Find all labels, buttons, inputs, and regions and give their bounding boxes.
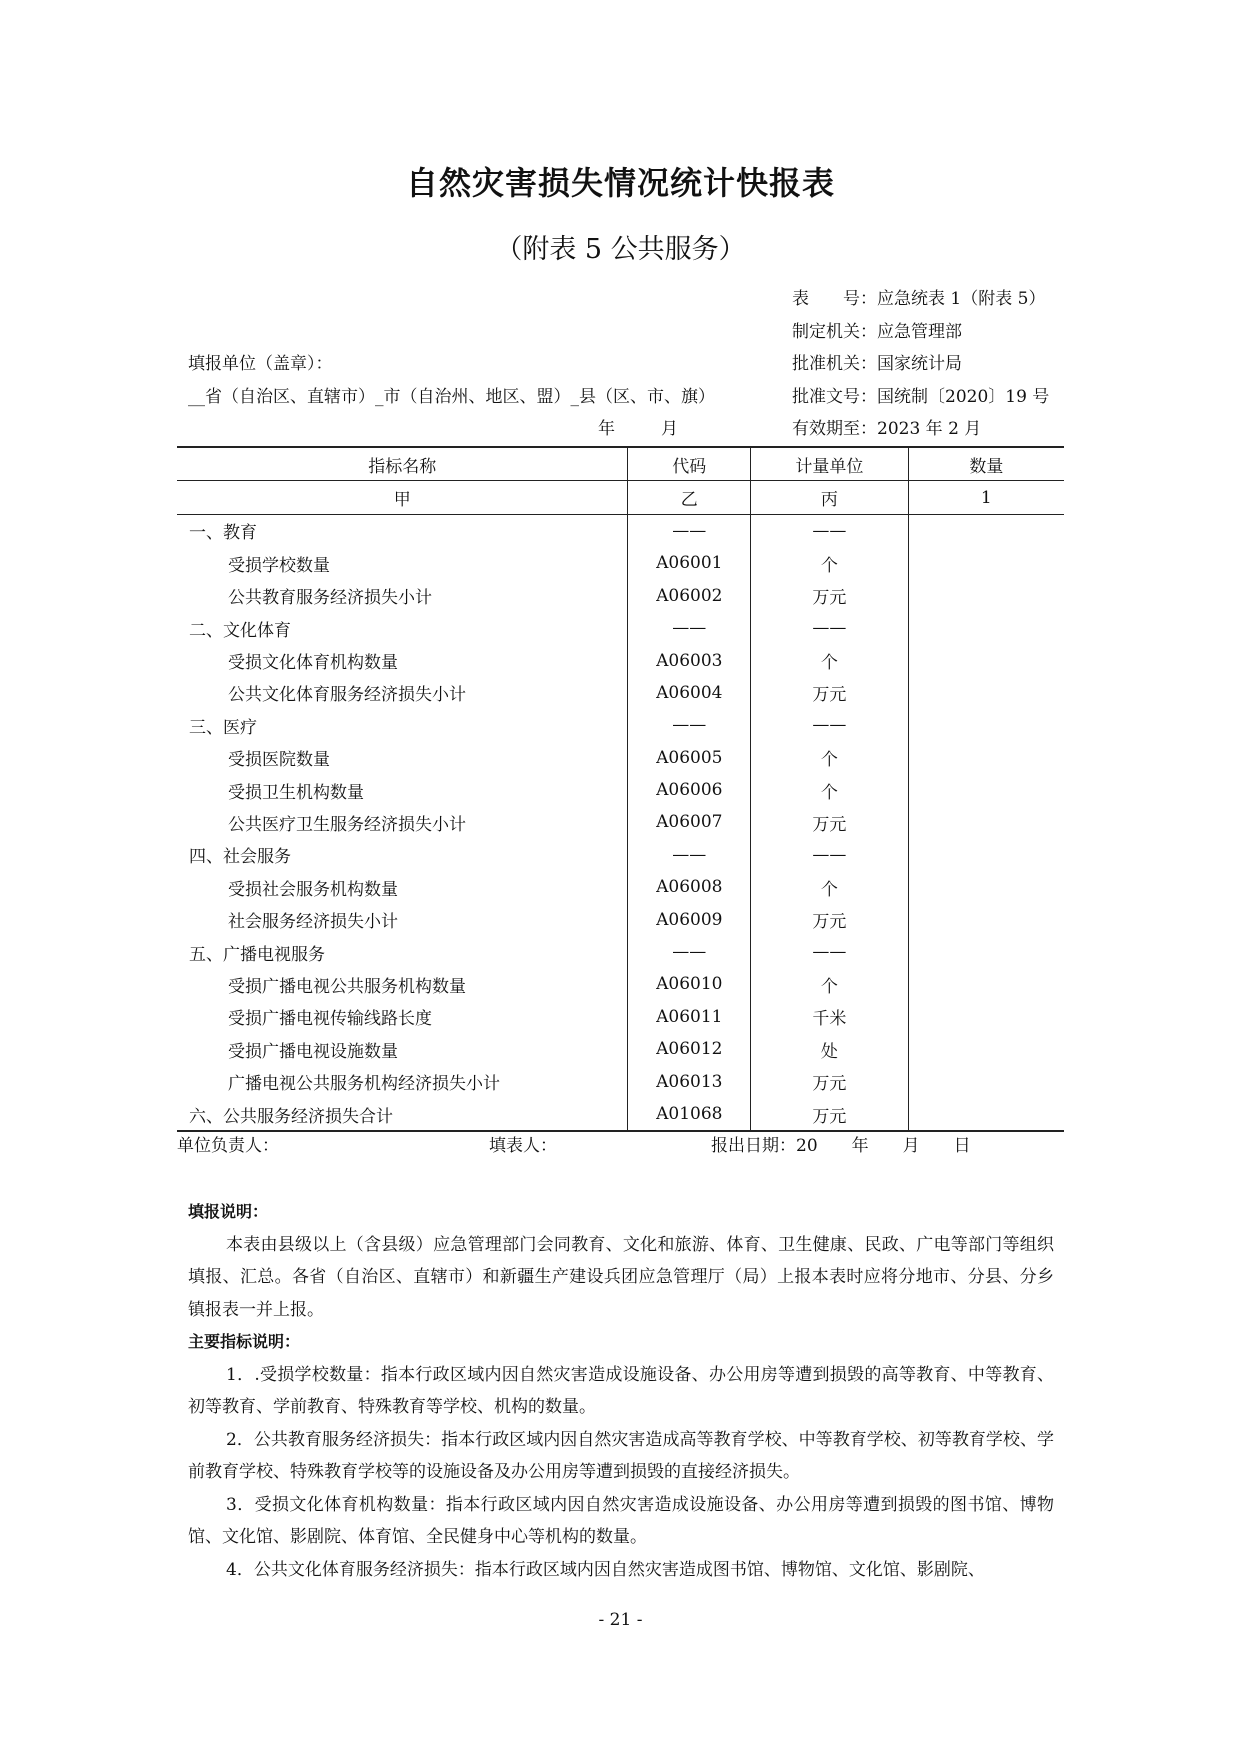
indicator-note: 1．.受损学校数量：指本行政区域内因自然灾害造成设施设备、办公用房等遭到损毁的高等教育、中等教育、初等教育、学前教育、特殊教育等学校、机构的数量。 [188,1364,1054,1417]
row-code: —— [628,709,751,741]
row-quantity[interactable] [908,871,1064,903]
main-indicators-heading: 主要指标说明： [188,1332,301,1351]
row-code: A06011 [628,1001,751,1033]
report-year-month [598,413,678,446]
row-unit: 个 [751,644,909,676]
row-code: A06013 [628,1065,751,1097]
row-code: —— [628,514,751,547]
row-quantity[interactable] [908,806,1064,838]
row-code: A06001 [628,547,751,579]
row-name: 受损文化体育机构数量 [228,653,398,674]
table-row [177,644,1064,676]
row-quantity[interactable] [908,1065,1064,1097]
row-name: 受损医院数量 [228,750,330,771]
header-quantity: 数量 [908,447,1064,481]
row-quantity[interactable] [908,903,1064,935]
row-name: 公共教育服务经济损失小计 [228,588,432,609]
row-code: A06002 [628,580,751,612]
table-row [177,806,1064,838]
row-unit: 千米 [751,1001,909,1033]
row-code: A06005 [628,742,751,774]
table-row [177,1001,1064,1033]
row-quantity[interactable] [908,839,1064,871]
report-date-label: 报出日期：20 年 月 日 [711,1136,971,1156]
row-quantity[interactable] [908,547,1064,579]
table-row [177,903,1064,935]
row-name: 受损学校数量 [228,555,330,576]
row-unit: 万元 [751,677,909,709]
row-code: A06007 [628,806,751,838]
form-meta-info [792,283,1049,446]
row-quantity[interactable] [908,612,1064,644]
row-name: 四、社会服务 [189,847,291,868]
row-quantity[interactable] [908,644,1064,676]
row-quantity[interactable] [908,709,1064,741]
table-row [177,677,1064,709]
row-name: 二、文化体育 [189,620,291,641]
row-unit: —— [751,839,909,871]
row-unit: 处 [751,1033,909,1065]
row-unit: 万元 [751,1098,909,1131]
row-unit: —— [751,709,909,741]
row-unit: 个 [751,547,909,579]
header-code: 代码 [628,447,751,481]
table-row [177,612,1064,644]
table-row [177,839,1064,871]
row-unit: 万元 [751,580,909,612]
indicator-note: 2．公共教育服务经济损失：指本行政区域内因自然灾害造成高等教育学校、中等教育学校、初等教育学校、学前教育学校、特殊教育学校等的设施设备及办公用房等遭到损毁的直接经济损失。 [188,1429,1054,1482]
table-row [177,968,1064,1000]
row-name: 受损广播电视公共服务机构数量 [228,976,466,997]
row-name: 受损广播电视设施数量 [228,1041,398,1062]
filling-instructions [188,1196,1054,1586]
row-quantity[interactable] [908,1001,1064,1033]
subheader-jia: 甲 [177,481,628,514]
header-indicator-name: 指标名称 [177,447,628,481]
fill-instructions-text: 本表由县级以上（含县级）应急管理部门会同教育、文化和旅游、体育、卫生健康、民政、广电等部门等组织填报、汇总。各省（自治区、直辖市）和新疆生产建设兵团应急管理厅（局）上报本表时应将分地市、分县、分乡镇报表一并上报。 [188,1234,1054,1320]
table-row [177,514,1064,547]
row-code: —— [628,612,751,644]
header-unit: 计量单位 [751,447,909,481]
table-header-row [177,447,1064,481]
table-row [177,580,1064,612]
form-filler-label: 填表人： [489,1136,557,1156]
row-name: 六、公共服务经济损失合计 [177,1098,628,1131]
table-row [177,774,1064,806]
table-subheader-row [177,481,1064,514]
reporting-unit-info [188,348,715,413]
reporting-unit-label: 填报单位（盖章）： [188,354,333,374]
region-line: __省（自治区、直辖市）_市（自治州、地区、盟）_县（区、市、旗） [188,386,715,407]
row-unit: 个 [751,742,909,774]
row-quantity[interactable] [908,514,1064,547]
row-code: —— [628,839,751,871]
row-unit: —— [751,514,909,547]
row-code: A06003 [628,644,751,676]
month-label: 月 [661,419,678,439]
row-unit: —— [751,936,909,968]
indicator-note: 4．公共文化体育服务经济损失：指本行政区域内因自然灾害造成图书馆、博物馆、文化馆、影剧院、 [226,1559,985,1580]
table-row-total [177,1098,1064,1131]
unit-leader-label: 单位负责人： [177,1136,279,1156]
fill-instructions-heading: 填报说明： [188,1202,269,1221]
row-code: A06012 [628,1033,751,1065]
approval-document-number: 批准文号：国统制〔2020〕19 号 [792,386,1050,407]
approving-authority: 批准机关：国家统计局 [792,354,962,374]
row-quantity[interactable] [908,936,1064,968]
row-quantity[interactable] [908,677,1064,709]
subheader-bing: 丙 [751,481,909,514]
row-name: 公共医疗卫生服务经济损失小计 [228,814,466,835]
row-quantity[interactable] [908,774,1064,806]
validity-period: 有效期至：2023 年 2 月 [792,419,982,439]
row-unit: 个 [751,871,909,903]
row-code: A06006 [628,774,751,806]
row-code: A01068 [628,1098,751,1131]
row-quantity[interactable] [908,1098,1064,1131]
form-number: 表 号：应急统表 1（附表 5） [792,289,1046,309]
table-row [177,936,1064,968]
row-name: 受损卫生机构数量 [228,782,364,803]
row-code: —— [628,936,751,968]
row-quantity[interactable] [908,968,1064,1000]
row-name: 五、广播电视服务 [189,944,325,965]
row-quantity[interactable] [908,1033,1064,1065]
row-name: 一、教育 [189,523,257,544]
row-code: A06010 [628,968,751,1000]
row-unit: 万元 [751,806,909,838]
row-name: 三、医疗 [189,717,257,738]
row-unit: 个 [751,968,909,1000]
row-unit: 个 [751,774,909,806]
row-quantity[interactable] [908,580,1064,612]
row-unit: —— [751,612,909,644]
row-quantity[interactable] [908,742,1064,774]
document-title: 自然灾害损失情况统计快报表 [405,164,835,202]
row-unit: 万元 [751,1065,909,1097]
row-unit: 万元 [751,903,909,935]
year-label: 年 [598,419,615,439]
row-name: 广播电视公共服务机构经济损失小计 [228,1074,500,1095]
row-name: 受损广播电视传输线路长度 [228,1009,432,1030]
row-code: A06008 [628,871,751,903]
table-row [177,709,1064,741]
indicator-note: 3．受损文化体育机构数量：指本行政区域内因自然灾害造成设施设备、办公用房等遭到损毁的图书馆、博物馆、文化馆、影剧院、体育馆、全民健身中心等机构的数量。 [188,1494,1054,1547]
table-row [177,742,1064,774]
table-row [177,1065,1064,1097]
row-name: 受损社会服务机构数量 [228,879,398,900]
row-code: A06004 [628,677,751,709]
table-row [177,871,1064,903]
table-row [177,547,1064,579]
row-code: A06009 [628,903,751,935]
row-name: 公共文化体育服务经济损失小计 [228,685,466,706]
table-row [177,1033,1064,1065]
statistics-table [177,446,1064,1132]
document-subtitle: （附表 5 公共服务） [495,234,746,265]
page-number: - 21 - [598,1610,643,1630]
subheader-yi: 乙 [628,481,751,514]
subheader-1: 1 [908,481,1064,514]
issuing-authority: 制定机关：应急管理部 [792,321,962,342]
row-name: 社会服务经济损失小计 [228,912,398,933]
